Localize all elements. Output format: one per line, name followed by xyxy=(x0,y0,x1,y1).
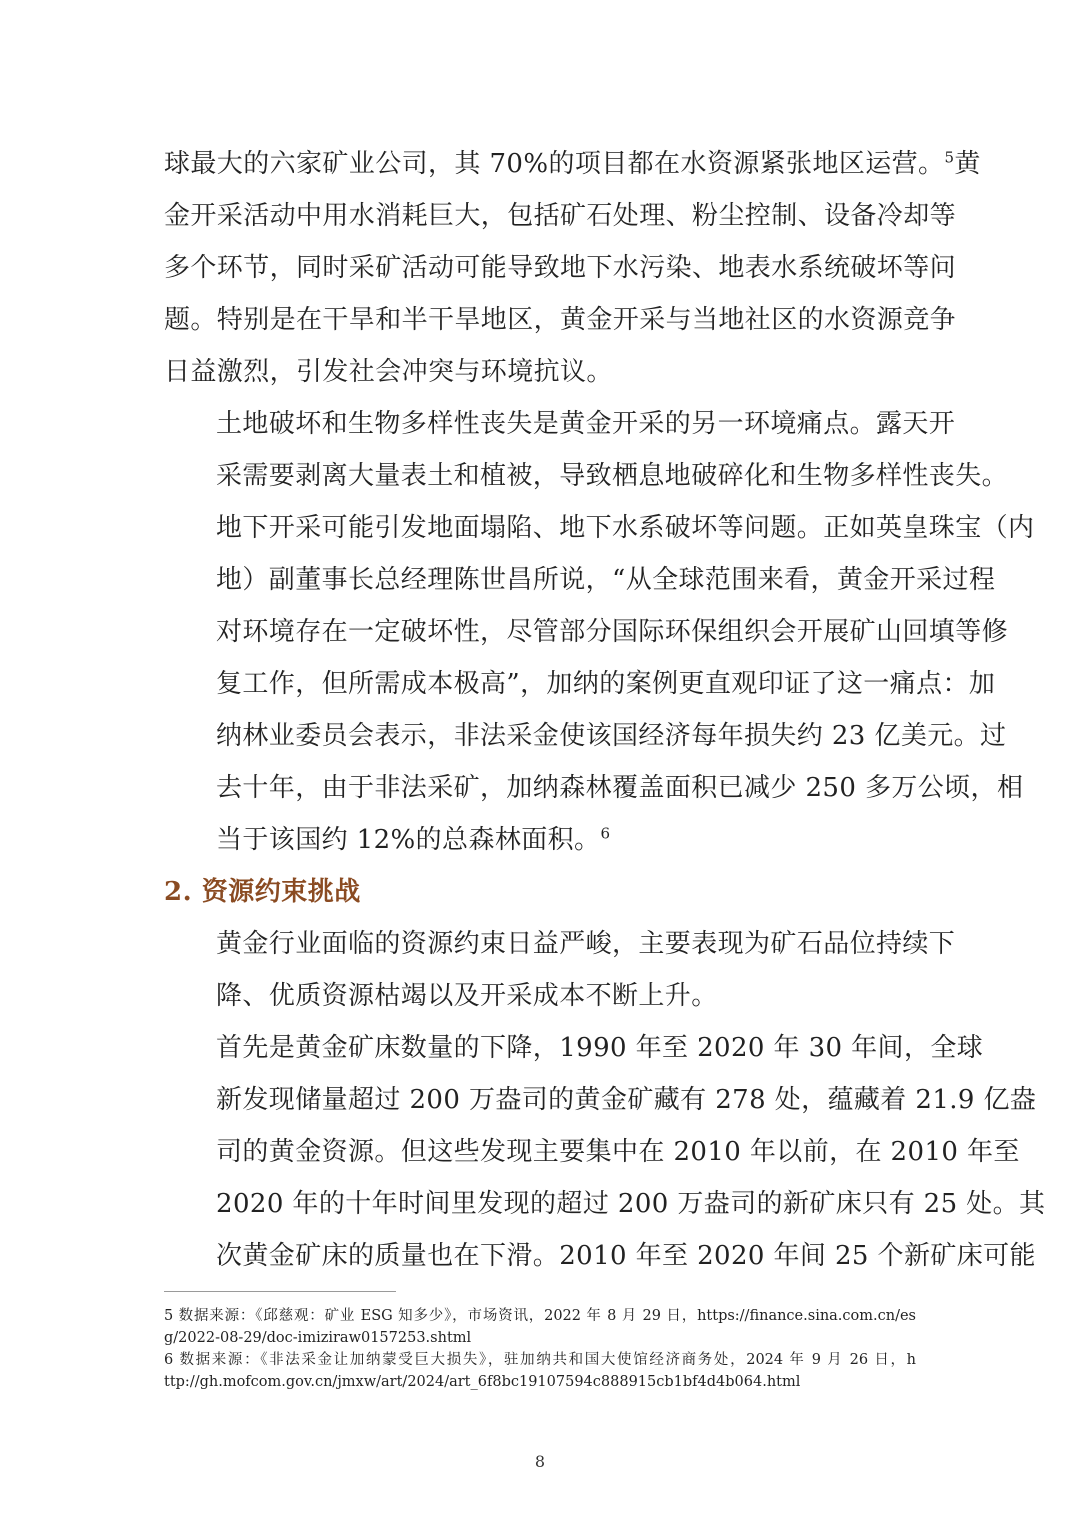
text-line: 多个环节，同时采矿活动可能导致地下水污染、地表水系统破坏等问 xyxy=(164,253,957,283)
text-line: 降、优质资源枯竭以及开采成本不断上升。 xyxy=(216,981,718,1011)
text-line: 对环境存在一定破坏性，尽管部分国际环保组织会开展矿山回填等修 xyxy=(216,617,1009,647)
footnote-link[interactable]: g/2022-08-29/doc-imiziraw0157253.shtml xyxy=(164,1330,472,1346)
text-line: 新发现储量超过 200 万盎司的黄金矿藏有 278 处，蕴藏着 21.9 亿盎 xyxy=(216,1085,1037,1115)
body-text xyxy=(164,138,1046,1282)
footnote-ref-5[interactable]: 5 xyxy=(944,148,955,167)
footnote-line: 5 数据来源：《邱慈观：矿业 ESG 知多少》，市场资讯，2022 年 8 月 29 日，https://finance.sina.com.cn/es xyxy=(164,1308,916,1324)
text-line: 复工作，但所需成本极高”，加纳的案例更直观印证了这一痛点：加 xyxy=(216,669,996,699)
text-line: 日益激烈，引发社会冲突与环境抗议。 xyxy=(164,357,613,387)
footnotes xyxy=(164,1305,916,1393)
page-number: 8 xyxy=(534,1452,546,1471)
text-line: 首先是黄金矿床数量的下降，1990 年至 2020 年 30 年间，全球 xyxy=(216,1033,984,1063)
text-line: 当于该国约 12%的总森林面积。$^6$ xyxy=(216,824,611,855)
text-line: 地）副董事长总经理陈世昌所说，“从全球范围来看，黄金开采过程 xyxy=(216,565,996,595)
text-line: 次黄金矿床的质量也在下滑。2010 年至 2020 年间 25 个新矿床可能 xyxy=(216,1241,1036,1271)
text-line: 土地破坏和生物多样性丧失是黄金开采的另一环境痛点。露天开 xyxy=(216,409,956,439)
footnote-divider xyxy=(164,1291,396,1292)
paragraph-water-resources xyxy=(164,138,981,398)
section-heading: 2. 资源约束挑战 xyxy=(164,877,361,907)
footnote-line: 6 数据来源：《非法采金让加纳蒙受巨大损失》，驻加纳共和国大使馆经济商务处，2024 年 9 月 26 日，h xyxy=(164,1352,916,1368)
text-line: 球最大的六家矿业公司，其 70%的项目都在水资源紧张地区运营。$^5$黄 xyxy=(164,148,981,179)
footnote-ref-6[interactable]: 6 xyxy=(600,824,611,843)
text-line: 金开采活动中用水消耗巨大，包括矿石处理、粉尘控制、设备冷却等 xyxy=(164,201,957,231)
text-line: 去十年，由于非法采矿，加纳森林覆盖面积已减少 250 多万公顷，相 xyxy=(216,773,1024,803)
text-line: 采需要剥离大量表土和植被，导致栖息地破碎化和生物多样性丧失。 xyxy=(216,461,1009,491)
paragraph-land-biodiversity xyxy=(164,398,1035,866)
paragraph-resource-constraints xyxy=(164,918,956,1022)
footnote-5 xyxy=(164,1305,916,1349)
footnote-link[interactable]: ttp://gh.mofcom.gov.cn/jmxw/art/2024/art_6f8bc19107594c888915cb1bf4d4b064.html xyxy=(164,1374,801,1390)
text-line: 司的黄金资源。但这些发现主要集中在 2010 年以前，在 2010 年至 xyxy=(216,1137,1020,1167)
text-line: 2020 年的十年时间里发现的超过 200 万盎司的新矿床只有 25 处。其 xyxy=(216,1189,1046,1219)
text-line: 题。特别是在干旱和半干旱地区，黄金开采与当地社区的水资源竞争 xyxy=(164,305,957,335)
text-line: 地下开采可能引发地面塌陷、地下水系破坏等问题。正如英皇珠宝（内 xyxy=(216,513,1035,543)
text-line: 纳林业委员会表示，非法采金使该国经济每年损失约 23 亿美元。过 xyxy=(216,721,1007,751)
paragraph-deposit-decline xyxy=(164,1022,1046,1282)
footnote-6 xyxy=(164,1349,916,1393)
text-line: 黄金行业面临的资源约束日益严峻，主要表现为矿石品位持续下 xyxy=(216,929,956,959)
